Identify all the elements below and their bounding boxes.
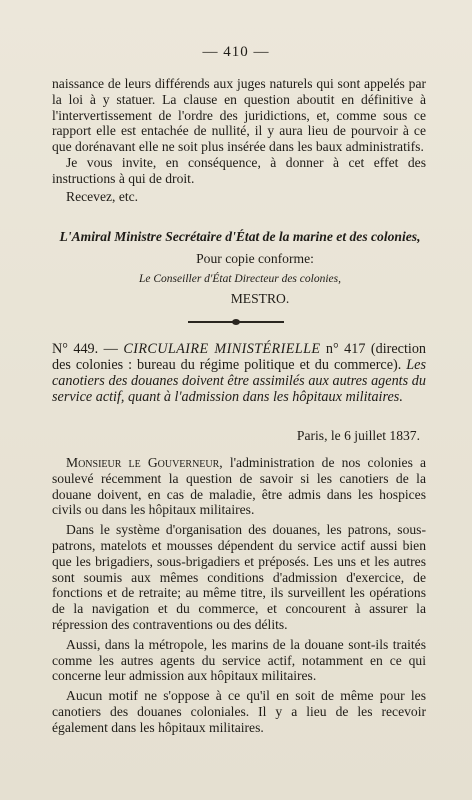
closing-formula: Recevez, etc.: [66, 188, 139, 204]
date-line: [52, 428, 426, 444]
signature-block: [40, 229, 440, 307]
body-paragraph-4: Aucun motif ne s'oppose à ce qu'il en soit de même pour les canotiers des douanes coloniales. Il y a lieu de les recevoir également dans les hôpitaux militaires.: [52, 688, 426, 735]
minister-title: L'Amiral Ministre Secrétaire d'État de la marine et des colonies,: [59, 229, 421, 244]
circular-date: Paris, le 6 juillet 1837.: [296, 428, 420, 443]
circular-title: CIRCULAIRE MINISTÉRIELLE: [123, 341, 321, 357]
salutation: Monsieur le Gouverneur,: [66, 455, 223, 470]
letter-body: [52, 76, 426, 204]
signatory-name: MESTRO.: [230, 291, 290, 306]
body-paragraph-1-text: l'administration de nos colonies a soulevé récemment la question de savoir si les canotiers de la douane doivent, en cas de maladie, être admis dans les hospices civils ou dans les hôpitaux militaires.: [52, 455, 426, 518]
copy-conforme: Pour copie conforme:: [196, 251, 314, 266]
circular-number: N° 449. —: [52, 341, 118, 357]
body-paragraph-2: Dans le système d'organisation des douanes, les patrons, sous-patrons, matelots et mousses dépendent du service actif aussi bien que les brigadiers, sous-brigadiers et préposés. Les uns et les autres sont soumis aux mêmes conditions d'admission d'exercice, de fonctions et de retraite; au même titre, ils surveillent les opérations de la navigation et du commerce, et concourent à assurer la répression des contraventions ou des délits.: [52, 522, 426, 632]
page-number: — 410 —: [202, 44, 270, 60]
circular-direction: n° 417 (direction des colonies : bureau du régime politique et du commerce).: [52, 341, 427, 373]
paragraph-1: naissance de leurs différends aux juges naturels qui sont appelés par la loi à y statuer. La clause en question aboutit en définitive à l'intervertissement de l'ordre des juridictions, et, comme sous ce rapport elle est entachée de nullité, il y aura lieu de pourvoir à ce que dorénavant elle ne soit plus insérée dans les baux administratifs.: [52, 76, 426, 155]
circular-heading: [52, 341, 426, 405]
paragraph-2: Je vous invite, en conséquence, à donner à cet effet des instructions à qui de droit.: [52, 154, 426, 186]
body-paragraph-3: Aussi, dans la métropole, les marins de la douane sont-ils traités comme les autres agents du service actif, notamment en ce qui concerne leur admission aux hôpitaux militaires.: [52, 636, 426, 684]
circular-summary: Les canotiers des douanes doivent être assimilés aux autres agents du service actif, quant à l'admission dans les hôpitaux militaires.: [52, 357, 427, 405]
body-paragraph-1: [52, 455, 426, 518]
section-divider: [188, 321, 284, 323]
circular-body: [52, 455, 426, 736]
councillor-title: Le Conseiller d'État Directeur des colonies,: [139, 273, 341, 285]
